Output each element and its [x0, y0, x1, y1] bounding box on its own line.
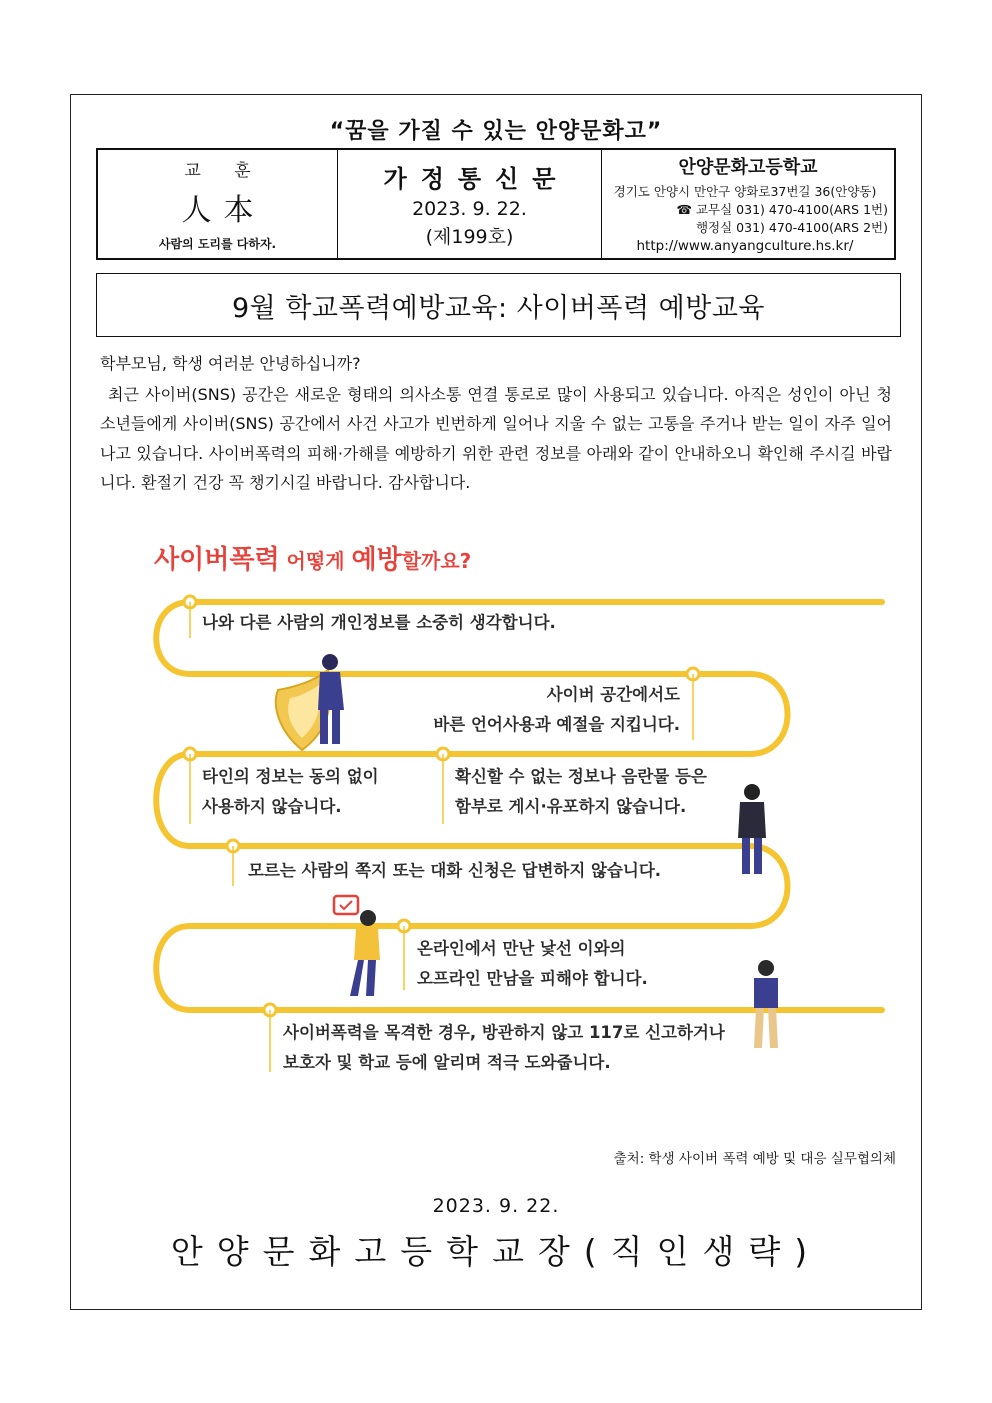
school-website-link[interactable]: http://www.anyangculture.hs.kr/ [636, 238, 854, 254]
body-paragraph: 최근 사이버(SNS) 공간은 새로운 형태의 의사소통 연결 통로로 많이 사용되고 있습니다. 아직은 성인이 아닌 청소년들에게 사이버(SNS) 공간에서 사건 사고가 빈번하게 일어나 지울 수 없는 고통을 주거나 받는 일이 자주 일어나고 있습니다. 사이버폭력의 피해·가해를 예방하기 위한 관련 정보를 아래와 같이 안내하오니 확인해 주시길 바랍니다. 환절기 건강 꼭 챙기시길 바랍니다. 감사합니다. [100, 385, 892, 493]
info-item-6a: 온라인에서 만난 낯선 이와의 [417, 939, 626, 958]
school-address: 경기도 안양시 만안구 양화로37번길 36(안양동) [613, 184, 877, 199]
info-item-2b: 바른 언어사용과 예절을 지킵니다. [433, 715, 680, 734]
person-figure-icon [350, 910, 380, 996]
newsletter-title: 가정통신문 [383, 165, 570, 193]
school-name: 안양문화고등학교 [678, 157, 818, 178]
kyohoon-label: 교 훈 [184, 161, 265, 181]
heading-part-d: 할까요? [401, 549, 472, 573]
info-item-1: 나와 다른 사람의 개인정보를 소중히 생각합니다. [202, 613, 556, 632]
kyohoon-sub: 사람의 도리를 다하자. [158, 237, 277, 251]
chat-bubble-icon [334, 896, 358, 914]
document-title: 9월 학교폭력예방교육: 사이버폭력 예방교육 [96, 273, 901, 337]
school-info-cell [602, 150, 894, 258]
header-table [96, 148, 896, 260]
person-figure-icon [738, 784, 766, 874]
info-item-6b: 오프라인 만남을 피해야 합니다. [417, 969, 648, 988]
heading-part-c: 예방 [351, 545, 402, 575]
greeting: 학부모님, 학생 여러분 안녕하십니까? [100, 354, 361, 373]
info-item-3b: 사용하지 않습니다. [202, 797, 342, 816]
newsletter-issue: (제199호) [425, 226, 514, 248]
school-contact [602, 183, 894, 255]
sign-date: 2023. 9. 22. [432, 1195, 560, 1217]
info-item-4a: 확신할 수 없는 정보나 음란물 등은 [455, 767, 707, 786]
infographic-heading [154, 540, 471, 581]
infographic [150, 540, 890, 1085]
info-item-4b: 함부로 게시·유포하지 않습니다. [455, 797, 687, 816]
info-item-5: 모르는 사람의 쪽지 또는 대화 신청은 답변하지 않습니다. [248, 861, 662, 880]
info-item-7b: 보호자 및 학교 등에 알리며 적극 도와줍니다. [283, 1053, 611, 1072]
kyohoon-cell [98, 150, 338, 258]
source-credit: 출처: 학생 사이버 폭력 예방 및 대응 실무협의체 [613, 1151, 896, 1167]
newsletter-date: 2023. 9. 22. [412, 198, 527, 220]
newsletter-cell [338, 150, 602, 258]
school-motto: “꿈을 가질 수 있는 안양문화고” [329, 119, 663, 144]
principal-signature: 안양문화고등학교장(직인생략) [170, 1232, 822, 1271]
info-item-7a: 사이버폭력을 목격한 경우, 방관하지 않고 117로 신고하거나 [283, 1023, 725, 1042]
phone-admin: 행정실 031) 470-4100(ARS 2번) [695, 220, 888, 235]
heading-part-b: 어떻게 [279, 549, 352, 573]
info-item-3a: 타인의 정보는 동의 없이 [202, 767, 379, 786]
heading-part-a: 사이버폭력 [154, 545, 280, 575]
kyohoon-main: 人本 [181, 193, 266, 228]
person-figure-icon [754, 960, 778, 1048]
info-item-2a: 사이버 공간에서도 [546, 685, 680, 704]
phone-office: ☎ 교무실 031) 470-4100(ARS 1번) [676, 202, 888, 217]
person-figure-icon [318, 654, 344, 744]
